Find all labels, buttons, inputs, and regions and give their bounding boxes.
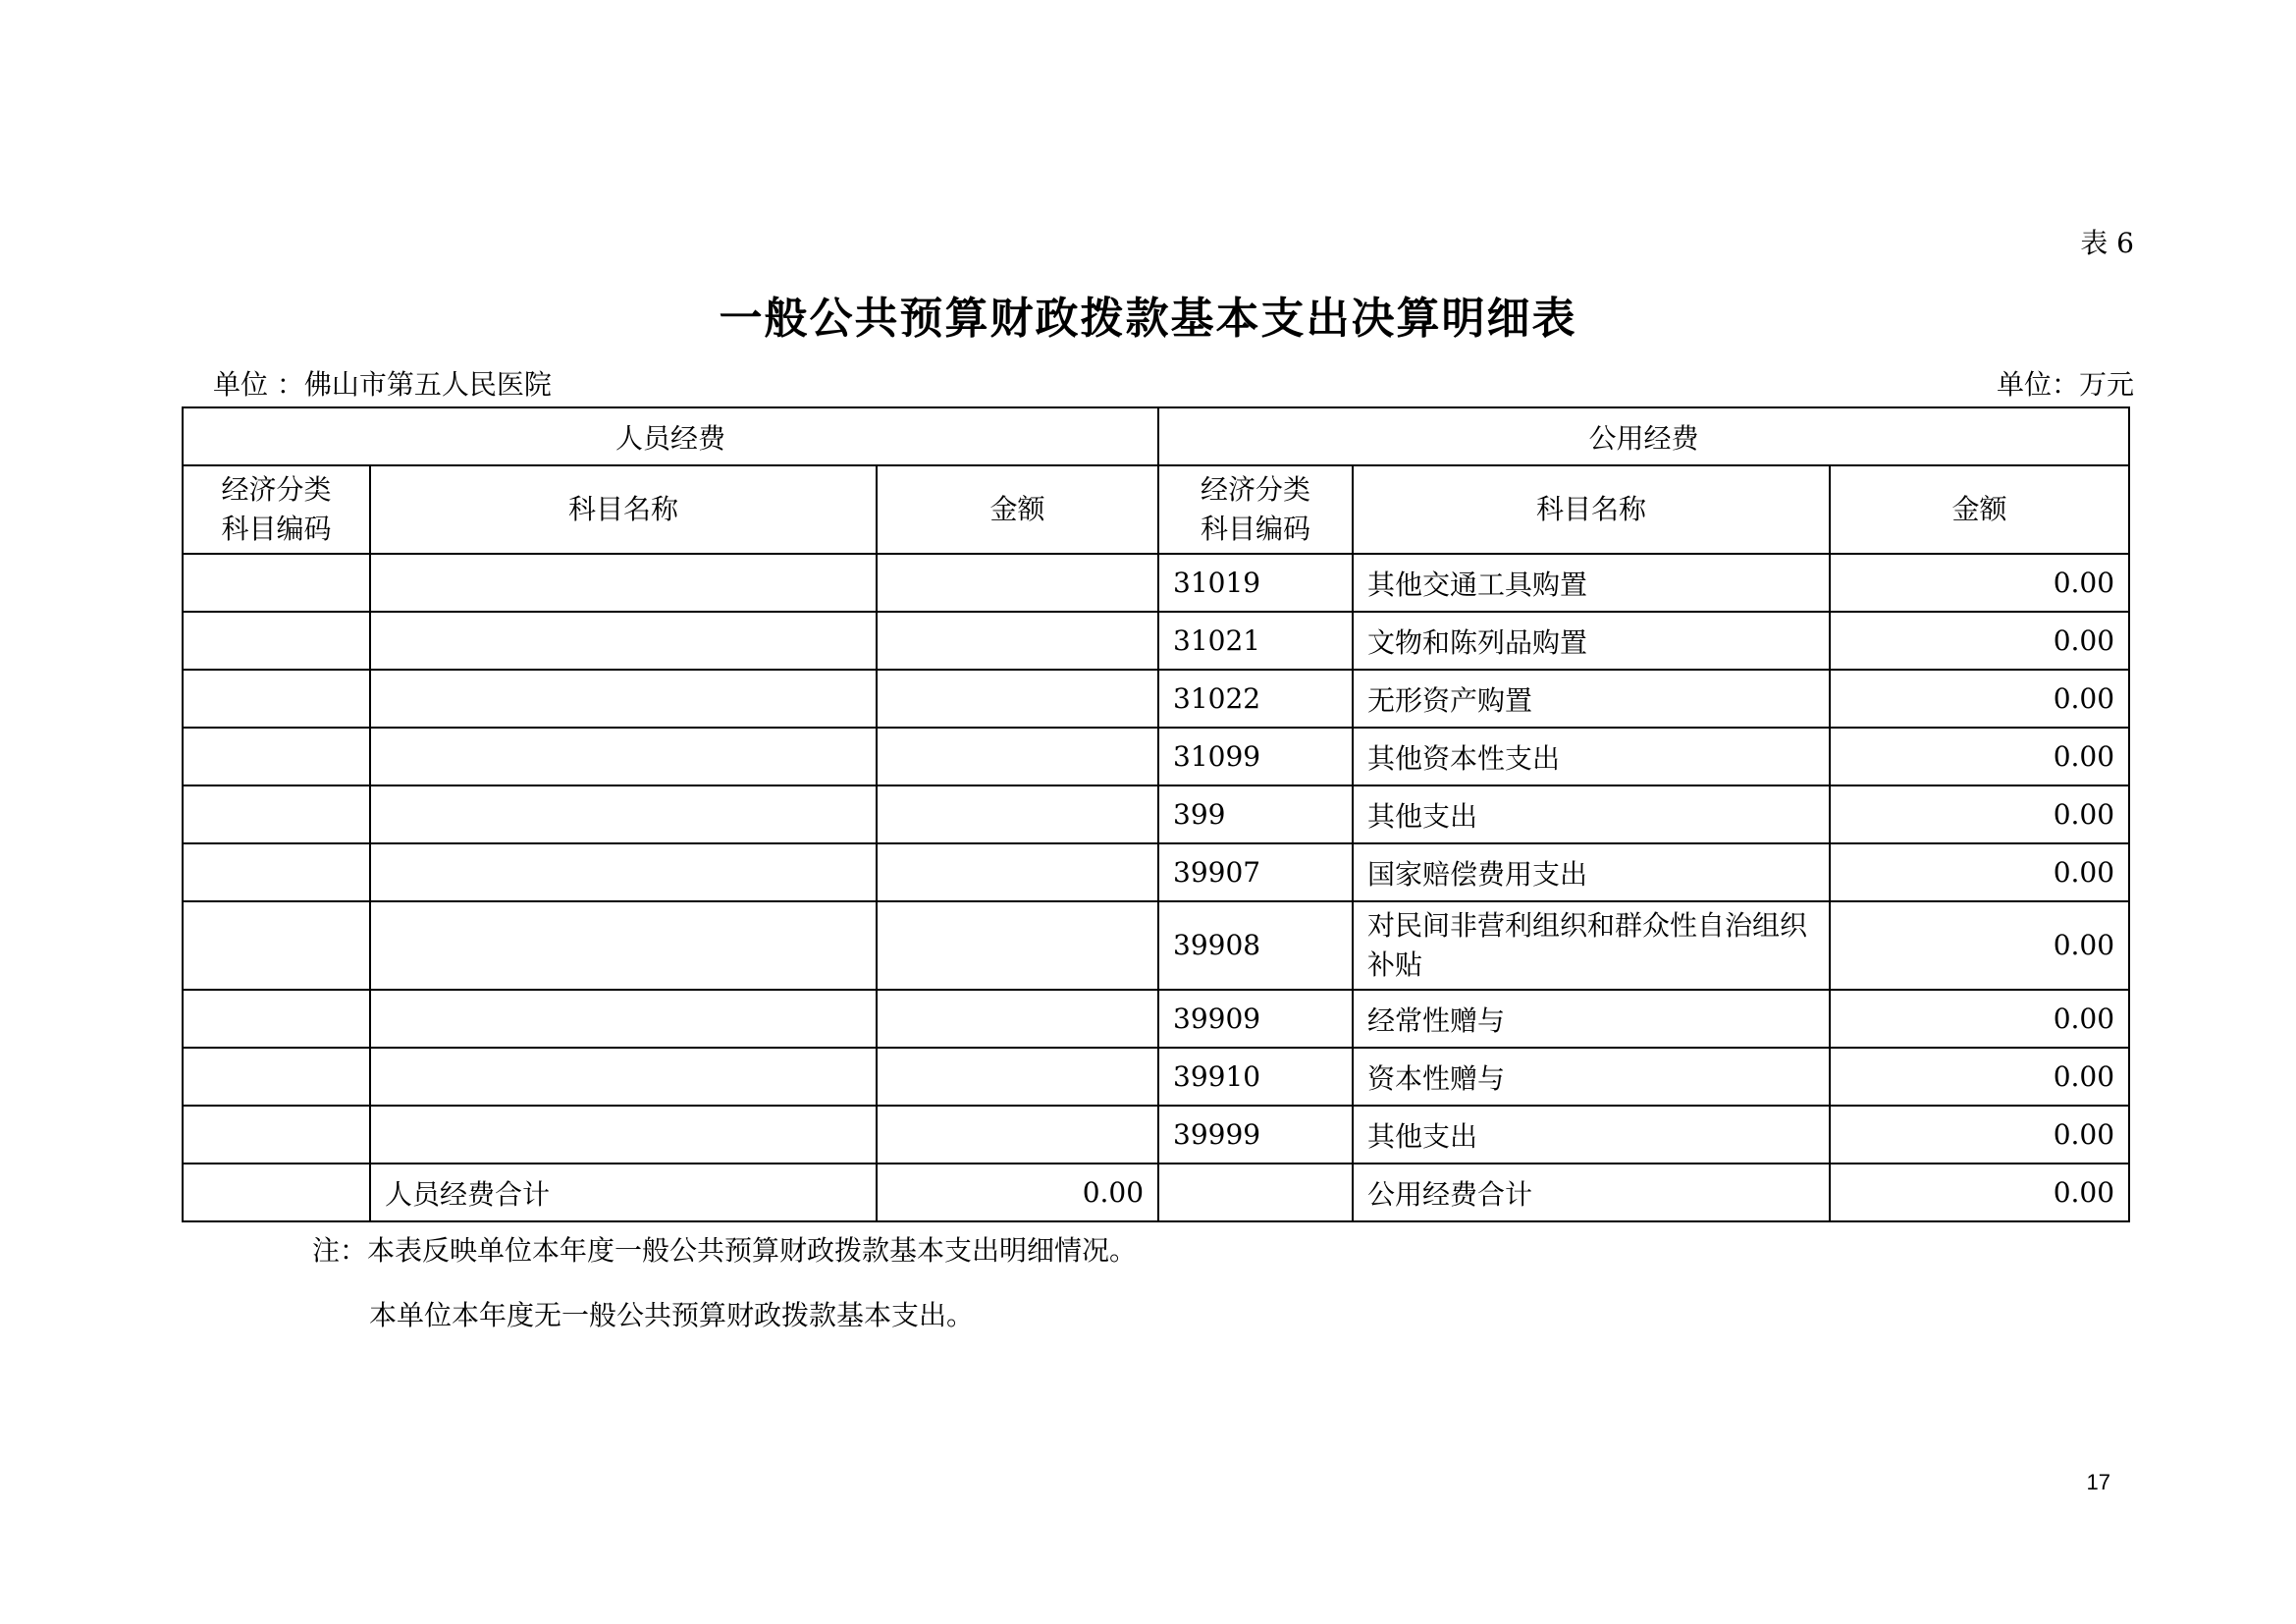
table-row (183, 612, 2129, 670)
public-code-cell: 399 (1158, 785, 1353, 843)
table-row (183, 554, 2129, 612)
public-amount-cell: 0.00 (1830, 670, 2129, 728)
public-name-cell: 国家赔偿费用支出 (1353, 843, 1830, 901)
personnel-code-header: 经济分类 科目编码 (183, 465, 370, 554)
table-row (183, 1106, 2129, 1164)
public-total-amount: 0.00 (1830, 1164, 2129, 1221)
public-name-cell: 资本性赠与 (1353, 1048, 1830, 1106)
table-row (183, 901, 2129, 990)
table-note: 注：本表反映单位本年度一般公共预算财政拨款基本支出明细情况。 (312, 1234, 1138, 1267)
totals-row (183, 1164, 2129, 1221)
public-amount-cell: 0.00 (1830, 843, 2129, 901)
public-code-cell: 39999 (1158, 1106, 1353, 1164)
public-name-cell: 其他支出 (1353, 785, 1830, 843)
table-row (183, 990, 2129, 1048)
public-name-cell: 其他交通工具购置 (1353, 554, 1830, 612)
public-name-cell: 无形资产购置 (1353, 670, 1830, 728)
public-name-header: 科目名称 (1353, 465, 1830, 554)
public-amount-header: 金额 (1830, 465, 2129, 554)
public-code-cell: 39909 (1158, 990, 1353, 1048)
public-code-cell: 39908 (1158, 901, 1353, 990)
public-name-cell: 其他支出 (1353, 1106, 1830, 1164)
public-total-label: 公用经费合计 (1353, 1164, 1830, 1221)
table-row (183, 785, 2129, 843)
public-amount-cell: 0.00 (1830, 785, 2129, 843)
public-code-header: 经济分类 科目编码 (1158, 465, 1353, 554)
expenditure-detail-table (182, 406, 2130, 1222)
public-amount-cell: 0.00 (1830, 901, 2129, 990)
personnel-expense-header: 人员经费 (183, 407, 1158, 465)
public-name-cell: 对民间非营利组织和群众性自治组织补贴 (1353, 901, 1830, 990)
table-row (183, 670, 2129, 728)
personnel-amount-header: 金额 (877, 465, 1158, 554)
table-number: 表 6 (2080, 227, 2134, 259)
public-code-cell: 39910 (1158, 1048, 1353, 1106)
no-expenditure-note: 本单位本年度无一般公共预算财政拨款基本支出。 (369, 1299, 975, 1331)
personnel-name-header: 科目名称 (370, 465, 877, 554)
public-amount-cell: 0.00 (1830, 1106, 2129, 1164)
public-amount-cell: 0.00 (1830, 1048, 2129, 1106)
public-code-cell: 31021 (1158, 612, 1353, 670)
page-title: 一般公共预算财政拨款基本支出决算明细表 (719, 294, 1577, 344)
public-amount-cell: 0.00 (1830, 554, 2129, 612)
reporting-unit: 单位 ：佛山市第五人民医院 (213, 368, 552, 401)
public-code-cell: 31099 (1158, 728, 1353, 785)
public-name-cell: 文物和陈列品购置 (1353, 612, 1830, 670)
public-amount-cell: 0.00 (1830, 612, 2129, 670)
public-code-cell: 31019 (1158, 554, 1353, 612)
personnel-total-label: 人员经费合计 (370, 1164, 877, 1221)
public-code-cell: 31022 (1158, 670, 1353, 728)
table-row (183, 1048, 2129, 1106)
table-row (183, 843, 2129, 901)
public-expense-header: 公用经费 (1158, 407, 2129, 465)
public-code-cell: 39907 (1158, 843, 1353, 901)
public-amount-cell: 0.00 (1830, 728, 2129, 785)
public-name-cell: 经常性赠与 (1353, 990, 1830, 1048)
public-name-cell: 其他资本性支出 (1353, 728, 1830, 785)
personnel-total-amount: 0.00 (877, 1164, 1158, 1221)
table-row (183, 728, 2129, 785)
currency-unit: 单位：万元 (1996, 368, 2134, 401)
public-amount-cell: 0.00 (1830, 990, 2129, 1048)
page-number: 17 (2086, 1470, 2110, 1494)
